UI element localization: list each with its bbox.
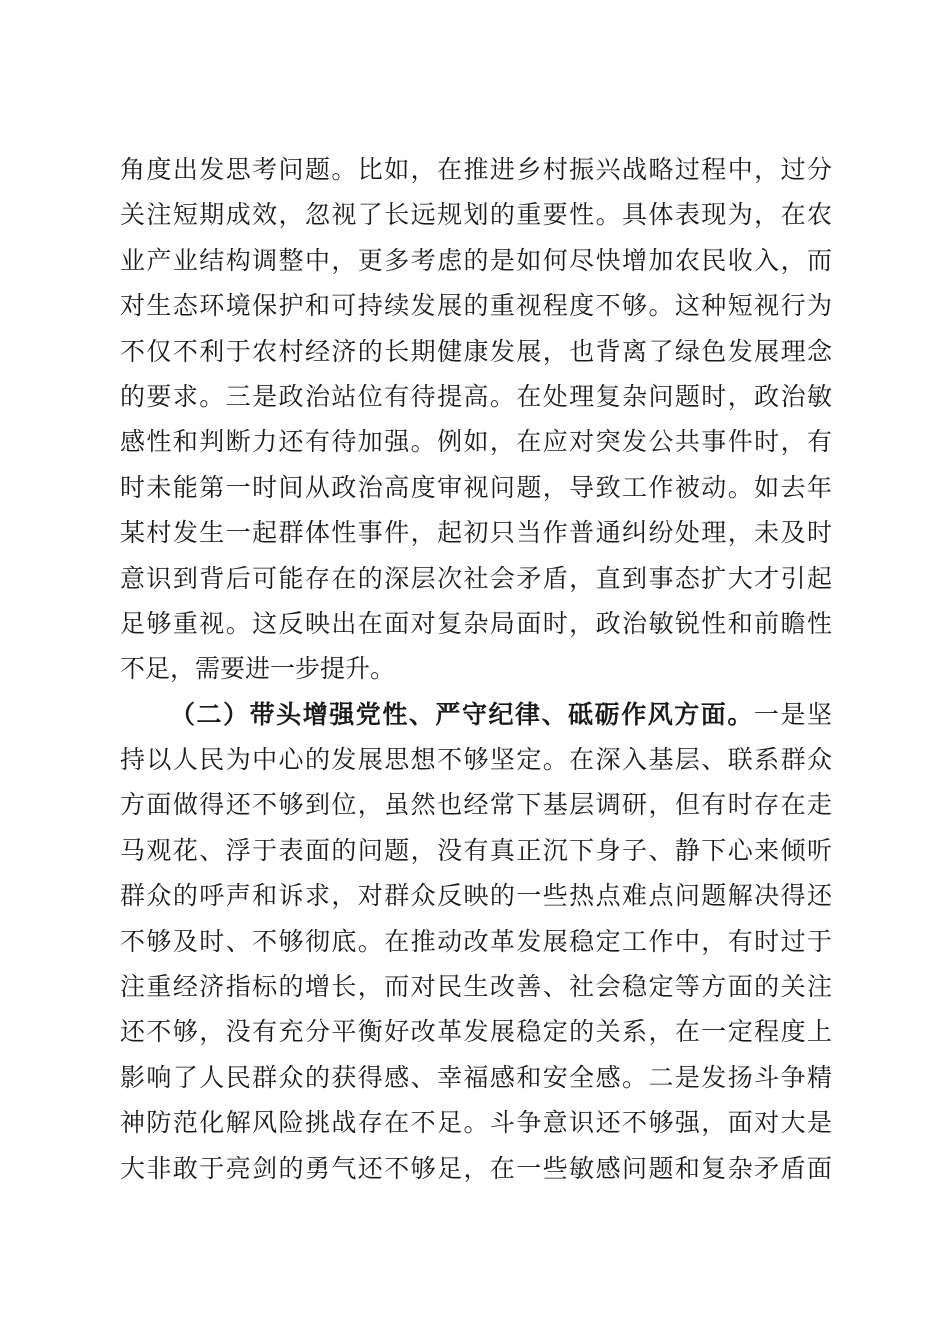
text-line: 时未能第一时间从政治高度审视问题，导致工作被动。如去年 (120, 472, 832, 502)
text-line: 感性和判断力还有待加强。例如，在应对突发公共事件时，有 (120, 427, 832, 457)
text-line: 不够及时、不够彻底。在推动改革发展稳定工作中，有时过于 (120, 926, 832, 956)
body-text (120, 147, 832, 1191)
text-line: 持以人民为中心的发展思想不够坚定。在深入基层、联系群众 (120, 745, 832, 775)
text-line: 还不够，没有充分平衡好改革发展稳定的关系，在一定程度上 (120, 1017, 832, 1047)
text-line: 的要求。三是政治站位有待提高。在处理复杂问题时，政治敏 (120, 381, 832, 411)
text-line: 足够重视。这反映出在面对复杂局面时，政治敏锐性和前瞻性 (120, 608, 832, 638)
text-line: 神防范化解风险挑战存在不足。斗争意识还不够强，面对大是 (120, 1108, 832, 1138)
text-line: 关注短期成效，忽视了长远规划的重要性。具体表现为，在农 (120, 200, 832, 230)
text-line: 某村发生一起群体性事件，起初只当作普通纠纷处理，未及时 (120, 518, 832, 548)
text-line: 注重经济指标的增长，而对民生改善、社会稳定等方面的关注 (120, 972, 832, 1002)
text-line: 不足，需要进一步提升。 (120, 654, 396, 684)
text-line: 马观花、浮于表面的问题，没有真正沉下身子、静下心来倾听 (120, 835, 832, 865)
text-line: 业产业结构调整中，更多考虑的是如何尽快增加农民收入，而 (120, 245, 832, 275)
text-line: 意识到背后可能存在的深层次社会矛盾，直到事态扩大才引起 (120, 563, 832, 593)
text-line: 方面做得还不够到位，虽然也经常下基层调研，但有时存在走 (120, 790, 832, 820)
text-line: 对生态环境保护和可持续发展的重视程度不够。这种短视行为 (120, 291, 832, 321)
text-line: 大非敢于亮剑的勇气还不够足，在一些敏感问题和复杂矛盾面 (120, 1153, 832, 1183)
text-line: 影响了人民群众的获得感、幸福感和安全感。二是发扬斗争精 (120, 1062, 832, 1092)
text-line: 不仅不利于农村经济的长期健康发展，也背离了绿色发展理念 (120, 336, 832, 366)
text-line: 群众的呼声和诉求，对群众反映的一些热点难点问题解决得还 (120, 881, 832, 911)
section-heading-tail: 一是坚 (753, 699, 832, 729)
section-heading-line (120, 692, 832, 737)
section-heading: （二）带头增强党性、严守纪律、砥砺作风方面。 (170, 699, 754, 729)
text-line: 角度出发思考问题。比如，在推进乡村振兴战略过程中，过分 (120, 155, 832, 184)
